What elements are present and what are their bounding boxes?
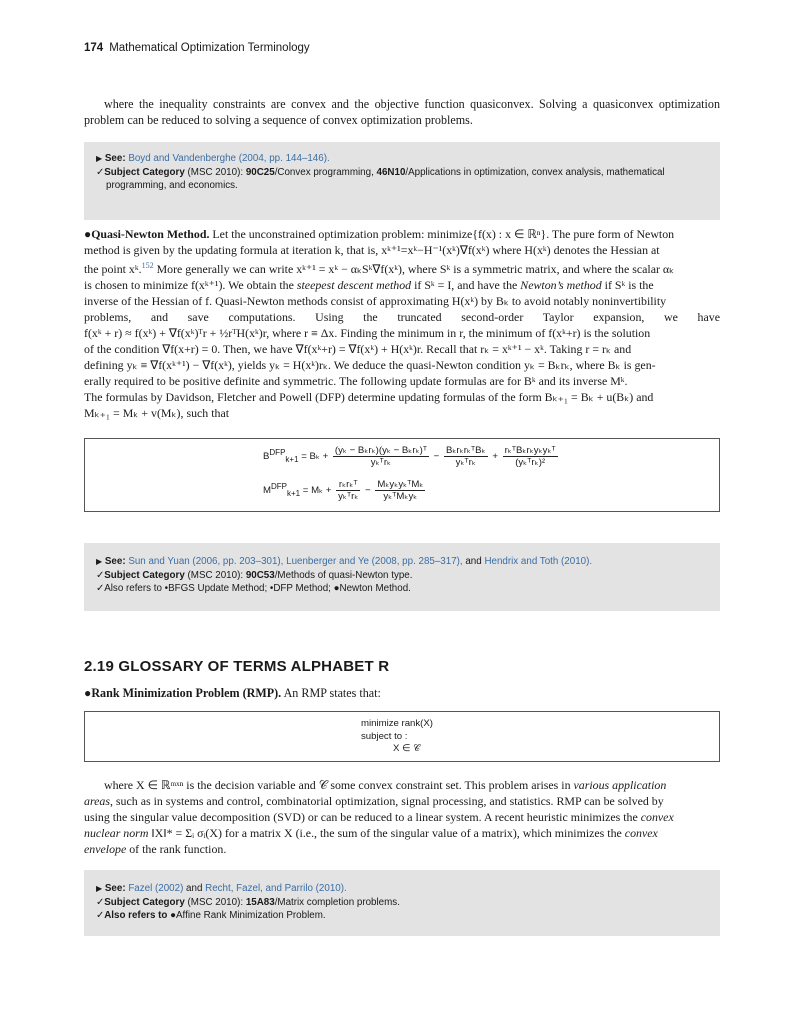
subject-code: 46N10 bbox=[376, 166, 406, 178]
numerator: rₖrₖᵀ bbox=[336, 479, 360, 491]
formula-operator: − bbox=[365, 485, 371, 497]
footnote-link[interactable]: 152 bbox=[141, 261, 154, 270]
subject-code: 90C53 bbox=[245, 569, 275, 581]
see-label: See: bbox=[104, 883, 126, 894]
reference-link[interactable]: Boyd and Vandenberghe (2004, pp. 144–146). bbox=[128, 153, 330, 164]
formula-superscript: DFP bbox=[269, 447, 286, 457]
text-line-content: the point xᵏ. bbox=[84, 261, 142, 276]
text-line-content: Let the unconstrained optimization problem: minimize{f(x) : x ∈ ℝⁿ}. The pure form of Newton bbox=[212, 227, 675, 241]
text-line bbox=[84, 777, 720, 793]
entry-title: Quasi-Newton Method. bbox=[91, 227, 210, 241]
subject-line bbox=[96, 166, 708, 193]
formula-operator: + bbox=[492, 451, 498, 463]
reference-link[interactable]: Sun and Yuan (2006, pp. 203–301), bbox=[128, 556, 284, 567]
text-line-content: using the singular value decomposition (SVD) or can be reduced to a linear system. A recent heuristic minimizes the bbox=[84, 810, 641, 824]
text-line-content: if Sᵏ is the bbox=[601, 277, 654, 292]
italic-term: Newton’s method bbox=[520, 277, 602, 292]
see-line bbox=[96, 555, 708, 569]
text-line bbox=[84, 226, 720, 242]
text-line: inverse of the Hessian of f. Quasi-Newton methods consist of approximating H(xᵏ) by Bₖ to avoid notably noninvertibility bbox=[84, 293, 667, 308]
italic-term: envelope bbox=[84, 842, 127, 856]
formula-subscript: k+1 bbox=[287, 488, 301, 498]
text-line-content: if Sᵏ = I, and have the bbox=[411, 277, 521, 292]
formula-line: X ∈ 𝒞 bbox=[393, 743, 421, 754]
msc-label: (MSC 2010): bbox=[187, 166, 244, 178]
formula-equals: = Bₖ + bbox=[301, 451, 329, 463]
italic-term: nuclear norm bbox=[84, 826, 149, 840]
text-line: f(xᵏ + r) ≈ f(xᵏ) + ∇f(xᵏ)ᵀr + ½rᵀH(xᵏ)r, where r ≡ Δx. Finding the minimum in r, the minimum of f(xᵏ+r) is the solution bbox=[84, 325, 651, 340]
numerator: (yₖ − Bₖrₖ)(yₖ − Bₖrₖ)ᵀ bbox=[334, 445, 427, 456]
dfp-b-update-formula bbox=[263, 445, 560, 468]
denominator: yₖᵀrₖ bbox=[338, 491, 359, 502]
section-heading: 2.19 GLOSSARY OF TERMS ALPHABET R bbox=[84, 658, 390, 675]
fraction bbox=[333, 445, 429, 468]
italic-term: steepest descent method bbox=[296, 277, 412, 292]
see-label: See: bbox=[104, 556, 126, 567]
subject-code: 90C25 bbox=[245, 166, 275, 178]
text-line: Mₖ₊₁ = Mₖ + v(Mₖ), such that bbox=[84, 405, 230, 420]
text-line-content: of the rank function. bbox=[126, 842, 227, 856]
see-line bbox=[96, 152, 708, 166]
see-label: See: bbox=[104, 153, 126, 164]
bullet-icon: ● bbox=[84, 686, 92, 700]
numerator: BₖrₖrₖᵀBₖ bbox=[445, 445, 486, 456]
intro-paragraph: where the inequality constraints are convex and the objective function quasiconvex. Solving a quasiconvex optimization problem can be reduced to solving a sequence of convex optimization problems. bbox=[84, 97, 720, 127]
check-icon: ✓ bbox=[96, 583, 105, 595]
fraction bbox=[503, 445, 558, 468]
subject-line bbox=[96, 896, 708, 910]
running-header bbox=[84, 42, 310, 54]
subject-text: /Convex programming, bbox=[274, 166, 374, 178]
text-line bbox=[84, 841, 720, 857]
formula-subscript: k+1 bbox=[285, 454, 299, 464]
text-line: method is given by the updating formula at iteration k, that is, xᵏ⁺¹=xᵏ−H⁻¹(xᵏ)∇f(xᵏ) where H(xᵏ) denotes the Hessian at bbox=[84, 243, 660, 257]
entry-intro: An RMP states that: bbox=[283, 686, 381, 700]
rmp-formula-box bbox=[84, 711, 720, 762]
triangle-icon: ▶ bbox=[96, 884, 103, 893]
triangle-icon: ▶ bbox=[96, 154, 103, 163]
quasi-newton-entry bbox=[84, 226, 720, 421]
subject-text: /Methods of quasi-Newton type. bbox=[274, 569, 413, 581]
text-line bbox=[84, 793, 720, 809]
denominator: yₖᵀMₖyₖ bbox=[383, 491, 418, 502]
check-icon: ✓ bbox=[96, 166, 105, 178]
denominator: (yₖᵀrₖ)² bbox=[515, 457, 546, 468]
also-refers-line bbox=[96, 909, 708, 923]
fraction bbox=[375, 479, 425, 502]
conjunction: and bbox=[183, 883, 206, 894]
subject-label: Subject Category bbox=[104, 896, 185, 908]
dfp-formula-box bbox=[84, 438, 720, 512]
see-box-quasi-newton bbox=[84, 543, 720, 611]
fraction bbox=[336, 479, 360, 502]
entry-title: Rank Minimization Problem (RMP). bbox=[91, 686, 282, 700]
italic-term: various application bbox=[573, 778, 667, 792]
formula-superscript: DFP bbox=[271, 481, 287, 491]
text-line-content: More generally we can write xᵏ⁺¹ = xᵏ − αₖSᵏ∇f(xᵏ), where Sᵏ is a symmetric matrix, and where the scalar αₖ bbox=[153, 261, 675, 276]
subject-text: /Matrix completion problems. bbox=[274, 896, 400, 908]
formula-symbol: M bbox=[263, 485, 271, 497]
see-line bbox=[96, 882, 708, 896]
text-line bbox=[84, 258, 720, 277]
also-refers-line bbox=[96, 582, 708, 596]
italic-term: convex bbox=[640, 810, 674, 824]
check-icon: ✓ bbox=[96, 569, 105, 581]
subject-label: Subject Category bbox=[104, 569, 185, 581]
reference-link[interactable]: Hendrix and Toth (2010). bbox=[484, 556, 593, 567]
also-text: ●Affine Rank Minimization Problem. bbox=[170, 910, 326, 922]
formula-symbol: B bbox=[263, 451, 270, 463]
text-line bbox=[84, 277, 720, 293]
rmp-formula bbox=[361, 718, 433, 756]
italic-term: areas bbox=[84, 794, 110, 808]
text-line: erally required to be positive definite and symmetric. The following update formulas are for Bᵏ and its inverse Mᵏ. bbox=[84, 373, 628, 388]
page-number: 174 bbox=[84, 42, 104, 54]
reference-link[interactable]: Luenberger and Ye (2008, pp. 285–317), bbox=[286, 556, 463, 567]
text-line bbox=[84, 809, 720, 825]
text-line: The formulas by Davidson, Fletcher and Powell (DFP) determine updating formulas of the form Bₖ₊₁ = Bₖ + u(Bₖ) and bbox=[84, 389, 654, 404]
denominator: yₖᵀrₖ bbox=[370, 457, 392, 468]
also-text: •BFGS Update Method; •DFP Method; ●Newton Method. bbox=[164, 583, 411, 595]
conjunction: and bbox=[462, 556, 485, 567]
formula-line: subject to : bbox=[361, 730, 408, 742]
denominator: yₖᵀrₖ bbox=[455, 457, 476, 468]
text-line: problems, and save computations. Using the truncated second-order Taylor expansion, we have bbox=[84, 309, 720, 324]
reference-link[interactable]: Recht, Fazel, and Parrilo (2010). bbox=[205, 883, 347, 894]
msc-label: (MSC 2010): bbox=[187, 896, 244, 908]
triangle-icon: ▶ bbox=[96, 557, 103, 566]
see-box-quasiconvex bbox=[84, 142, 720, 220]
check-icon: ✓ bbox=[96, 910, 105, 922]
formula-operator: − bbox=[433, 451, 440, 463]
text-line-content: is chosen to minimize f(xᵏ⁺¹). We obtain the bbox=[84, 277, 297, 292]
text-line: of the condition ∇f(x+r) = 0. Then, we have ∇f(xᵏ+r) = ∇f(xᵏ) + H(xᵏ)r. Recall that rₖ = xᵏ⁺¹ − xᵏ. Taking r = rₖ and bbox=[84, 341, 632, 356]
dfp-m-update-formula bbox=[263, 479, 427, 502]
formula-line: minimize rank(X) bbox=[361, 718, 433, 729]
check-icon: ✓ bbox=[96, 896, 105, 908]
formula-equals: = Mₖ + bbox=[302, 485, 332, 497]
numerator: rₖᵀBₖrₖyₖyₖᵀ bbox=[504, 445, 556, 456]
reference-link[interactable]: Fazel (2002) bbox=[128, 883, 184, 894]
see-box-rmp bbox=[84, 870, 720, 936]
subject-text: /Applications in optimization, convex analysis, mathematical programming, and economics. bbox=[106, 166, 665, 192]
rmp-intro bbox=[84, 685, 720, 701]
subject-code: 15A83 bbox=[245, 896, 275, 908]
subject-line bbox=[96, 569, 708, 583]
text-line-content: ‖X‖* = Σᵢ σᵢ(X) for a matrix X (i.e., the sum of the singular value of a matrix), which minimizes the bbox=[148, 826, 625, 840]
subject-label: Subject Category bbox=[104, 166, 185, 178]
also-label: Also refers to bbox=[104, 583, 162, 595]
running-title: Mathematical Optimization Terminology bbox=[109, 42, 310, 54]
bullet-icon: ● bbox=[84, 227, 92, 241]
text-line bbox=[84, 825, 720, 841]
text-line-content: , such as in systems and control, combinatorial optimization, signal processing, and statistics. RMP can be solved by bbox=[109, 794, 664, 808]
numerator: MₖyₖyₖᵀMₖ bbox=[377, 479, 424, 490]
text-line-content: where X ∈ ℝᵐˣⁿ is the decision variable and 𝒞 some convex constraint set. This problem arises in bbox=[104, 778, 574, 792]
text-line: defining yₖ ≡ ∇f(xᵏ⁺¹) − ∇f(xᵏ), yields yₖ = H(xᵏ)rₖ. We deduce the quasi-Newton condition yₖ = Bₖrₖ, where Bₖ is gen- bbox=[84, 357, 656, 372]
fraction bbox=[444, 445, 488, 468]
rmp-paragraph bbox=[84, 777, 720, 857]
italic-term: convex bbox=[624, 826, 658, 840]
also-label: Also refers to bbox=[104, 910, 168, 922]
msc-label: (MSC 2010): bbox=[187, 569, 244, 581]
